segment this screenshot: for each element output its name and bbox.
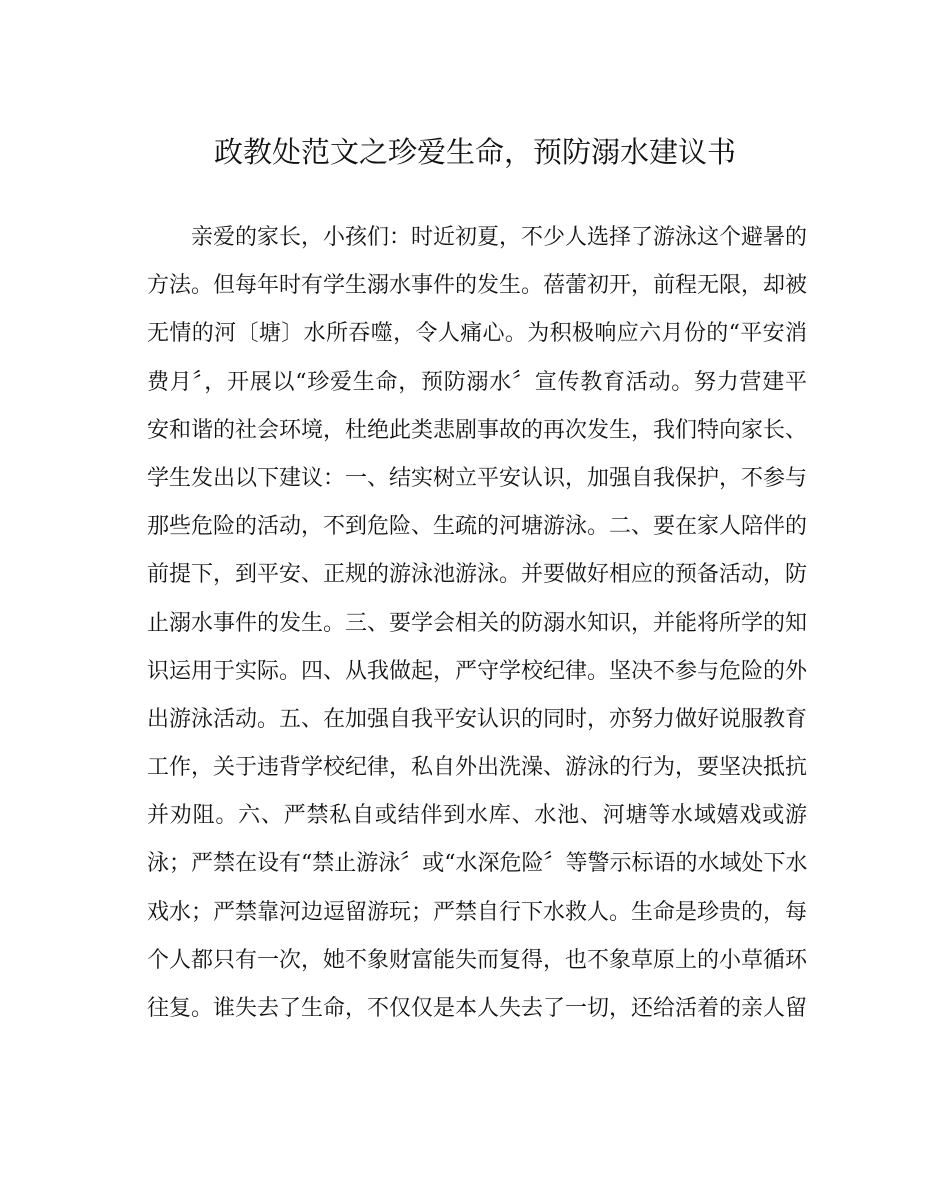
- body-line: 亲爱的家长，小孩们：时近初夏，不少人选择了游泳这个避暑的: [191, 225, 807, 250]
- document-title: 政教处范文之珍爱生命，预防溺水建议书: [213, 135, 736, 169]
- body-line: 学生发出以下建议：一、结实树立平安认识，加强自我保护，不参与: [147, 465, 807, 491]
- body-line: 出游泳活动。五、在加强自我平安认识的同时，亦努力做好说服教育: [147, 706, 807, 732]
- body-line: 泳；严禁在设有“禁止游泳〞或“水深危险〞等警示标语的水域处下水: [147, 851, 807, 877]
- body-line: 安和谐的社会环境，杜绝此类悲剧事故的再次发生，我们特向家长、: [147, 417, 807, 443]
- body-line: 方法。但每年时有学生溺水事件的发生。蓓蕾初开，前程无限，却被: [147, 273, 807, 299]
- body-line: 无情的河〔塘〕水所吞噬，令人痛心。为积极响应六月份的“平安消: [147, 321, 807, 347]
- body-line: 那些危险的活动，不到危险、生疏的河塘游泳。二、要在家人陪伴的: [147, 514, 807, 540]
- body-line: 戏水；严禁靠河边逗留游玩；严禁自行下水救人。生命是珍贵的，每: [147, 899, 807, 925]
- document-body: [147, 214, 807, 1033]
- body-line: 止溺水事件的发生。三、要学会相关的防溺水知识，并能将所学的知: [147, 610, 807, 636]
- body-line: 识运用于实际。四、从我做起，严守学校纪律。坚决不参与危险的外: [147, 658, 807, 684]
- body-line: 工作，关于违背学校纪律，私自外出洗澡、游泳的行为，要坚决抵抗: [147, 755, 807, 781]
- body-line: 并劝阻。六、严禁私自或结伴到水库、水池、河塘等水域嬉戏或游: [147, 803, 807, 829]
- body-line: 费月〞，开展以“珍爱生命，预防溺水〞宣传教育活动。努力营建平: [147, 369, 807, 395]
- body-line: 往复。谁失去了生命，不仅仅是本人失去了一切，还给活着的亲人留: [147, 996, 807, 1021]
- body-line: 个人都只有一次，她不象财富能失而复得，也不象草原上的小草循环: [147, 947, 807, 973]
- body-line: 前提下，到平安、正规的游泳池游泳。并要做好相应的预备活动，防: [147, 562, 807, 588]
